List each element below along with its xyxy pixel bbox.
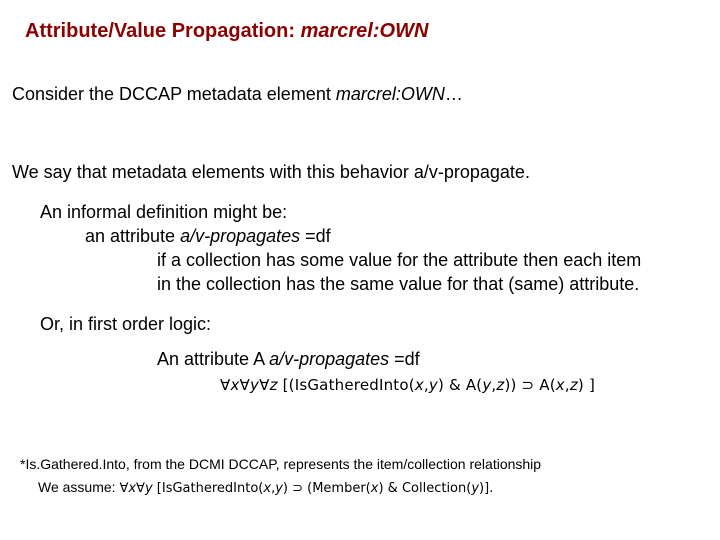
formula-text: , <box>564 376 570 394</box>
formula-text: )) ⊃ A( <box>504 376 556 394</box>
definition-text: an attribute <box>85 226 181 246</box>
title-element: marcrel:OWN <box>300 20 429 42</box>
definition-df: =df <box>300 226 331 246</box>
formula-text: ) ⊃ (Member( <box>282 481 371 496</box>
footnote-2 <box>38 479 493 496</box>
fol-text: An attribute A <box>157 349 270 369</box>
footnote-text: We assume: <box>38 479 120 495</box>
var-y: y <box>275 481 283 496</box>
informal-lead: An informal definition might be: <box>40 202 288 222</box>
var-x: x <box>128 481 137 496</box>
definition-body-1: if a collection has some value for the attribute then each item <box>157 250 642 270</box>
formula-text: [(IsGatheredInto( <box>277 376 415 394</box>
var-z: z <box>496 376 505 394</box>
fol-df: =df <box>389 349 420 369</box>
footnote-1: *Is.Gathered.Into, from the DCMI DCCAP, represents the item/collection relationship <box>20 456 542 472</box>
formula-text: ) & A( <box>437 376 483 394</box>
intro-text: Consider the DCCAP metadata element <box>12 84 336 104</box>
definition-term: a/v-propagates <box>180 226 301 246</box>
formula-text: )]. <box>479 481 494 496</box>
var-x: x <box>263 481 272 496</box>
intro-line <box>12 84 463 105</box>
var-z: z <box>569 376 578 394</box>
forall-symbol: ∀ <box>239 376 251 394</box>
definition-body-2: in the collection has the same value for that (same) attribute. <box>157 274 640 294</box>
forall-symbol: ∀ <box>220 376 231 394</box>
forall-symbol: ∀ <box>136 481 145 496</box>
var-x: x <box>370 481 379 496</box>
fol-definition-line <box>157 349 420 370</box>
behavior-line: We say that metadata elements with this behavior a/v-propagate. <box>12 162 530 182</box>
forall-symbol: ∀ <box>259 376 270 394</box>
definition-line <box>85 226 331 247</box>
formula-text: , <box>491 376 497 394</box>
formula-text: ) ] <box>577 376 595 394</box>
var-z: z <box>269 376 278 394</box>
title-prefix: Attribute/Value Propagation: <box>25 20 301 42</box>
forall-symbol: ∀ <box>119 481 129 496</box>
var-x: x <box>414 376 424 394</box>
var-y: y <box>471 481 480 496</box>
var-x: x <box>230 376 240 394</box>
fol-lead: Or, in first order logic: <box>40 314 212 334</box>
intro-ellipsis: … <box>444 84 463 104</box>
var-x: x <box>555 376 565 394</box>
var-y: y <box>428 376 438 394</box>
formula-text: ) & Collection( <box>378 481 472 496</box>
var-y: y <box>250 376 260 394</box>
formula-text: , <box>271 481 276 496</box>
formula-text: [IsGatheredInto( <box>152 481 264 496</box>
intro-element: marcrel:OWN <box>335 84 445 104</box>
fol-term: a/v-propagates <box>269 349 390 369</box>
var-y: y <box>144 481 153 496</box>
var-y: y <box>482 376 492 394</box>
formula-text: , <box>423 376 429 394</box>
slide-title <box>25 20 428 43</box>
fol-formula <box>220 376 595 394</box>
